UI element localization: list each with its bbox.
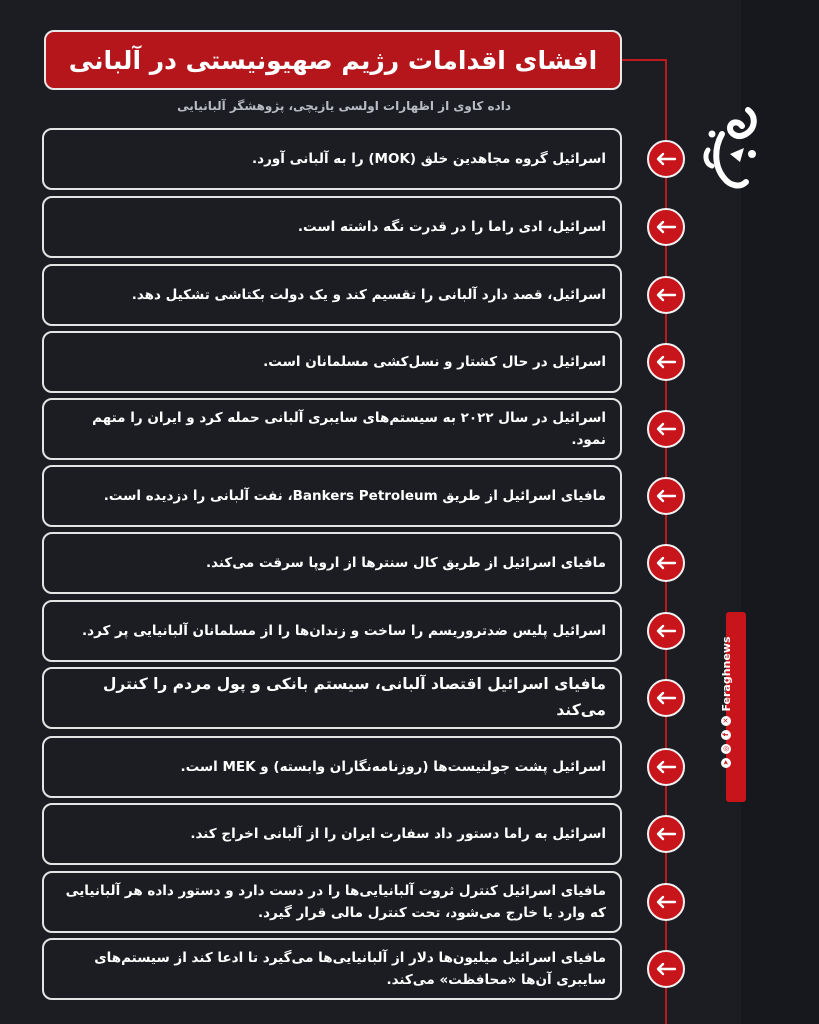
claim-item — [42, 803, 622, 865]
social-handle: Feraghnews — [719, 636, 733, 712]
claim-item — [42, 196, 622, 258]
claim-item — [42, 667, 622, 729]
x-icon: ✕ — [721, 716, 731, 726]
claim-text: اسرائیل گروه مجاهدین خلق (MOK) را به آلبانی آورد. — [252, 150, 606, 167]
feragh-logo-icon — [700, 104, 762, 192]
claim-text: اسرائیل در سال ۲۰۲۲ به سیستم‌های سایبری آلبانی حمله کرد و ایران را متهم نمود. — [92, 409, 606, 448]
page-subtitle: داده کاوی از اظهارات اولسی یازیچی، پژوهشگر آلبانیایی — [177, 99, 511, 113]
claim-text: اسرائیل به راما دستور داد سفارت ایران را از آلبانی اخراج کند. — [190, 825, 606, 842]
claim-text: مافیای اسرائیل کنترل ثروت آلبانیایی‌ها را در دست دارد و دستور داده هر آلبانیایی که وارد یا خارج می‌شود، تحت کنترل مالی قرار گیرد. — [65, 882, 606, 921]
claim-text: اسرائیل، قصد دارد آلبانی را تقسیم کند و یک دولت بکتاشی تشکیل دهد. — [131, 286, 606, 303]
claim-item — [42, 465, 622, 527]
claim-text: اسرائیل، ادی راما را در قدرت نگه داشته است. — [297, 218, 606, 235]
telegram-icon: ➤ — [721, 758, 731, 768]
timeline-rail — [665, 60, 667, 1024]
arrow-left-icon — [647, 477, 685, 515]
claim-item — [42, 938, 622, 1000]
arrow-left-icon — [647, 544, 685, 582]
arrow-left-icon — [647, 612, 685, 650]
arrow-left-icon — [647, 140, 685, 178]
arrow-left-icon — [647, 748, 685, 786]
claim-item — [42, 871, 622, 933]
arrow-left-icon — [647, 883, 685, 921]
arrow-left-icon — [647, 950, 685, 988]
claim-item — [42, 736, 622, 798]
social-handle-strip — [719, 612, 746, 802]
claim-text: اسرائیل در حال کشتار و نسل‌کشی مسلمانان است. — [263, 353, 606, 370]
arrow-left-icon — [647, 679, 685, 717]
claim-item — [42, 600, 622, 662]
claim-item — [42, 398, 622, 460]
claim-text: مافیای اسرائیل از طریق Bankers Petroleum، نفت آلبانی را دزدیده است. — [103, 487, 606, 504]
facebook-icon: f — [721, 730, 731, 740]
arrow-left-icon — [647, 343, 685, 381]
instagram-icon: ◎ — [722, 745, 730, 752]
claim-item — [42, 264, 622, 326]
claim-text: مافیای اسرائیل اقتصاد آلبانی، سیستم بانکی و پول مردم را کنترل می‌کند — [102, 675, 606, 719]
claim-text: اسرائیل پشت جولنیست‌ها (روزنامه‌نگاران وابسته) و MEK است. — [180, 758, 606, 775]
claim-item — [42, 128, 622, 190]
arrow-left-icon — [647, 208, 685, 246]
page-title: افشای اقدامات رژیم صهیونیستی در آلبانی — [44, 30, 622, 90]
claim-text: مافیای اسرائیل میلیون‌ها دلار از آلبانیایی‌ها می‌گیرد تا ادعا کند از سیستم‌های سایبری آن‌ها «محافظت» می‌کند. — [94, 949, 606, 988]
arrow-left-icon — [647, 815, 685, 853]
claim-text: مافیای اسرائیل از طریق کال سنترها از اروپا سرقت می‌کند. — [205, 554, 606, 571]
arrow-left-icon — [647, 410, 685, 448]
arrow-left-icon — [647, 276, 685, 314]
claim-item — [42, 331, 622, 393]
title-connector — [622, 59, 667, 61]
claim-text: اسرائیل پلیس ضدتروریسم را ساخت و زندان‌ها را از مسلمانان آلبانیایی پر کرد. — [82, 622, 606, 639]
claim-item — [42, 532, 622, 594]
